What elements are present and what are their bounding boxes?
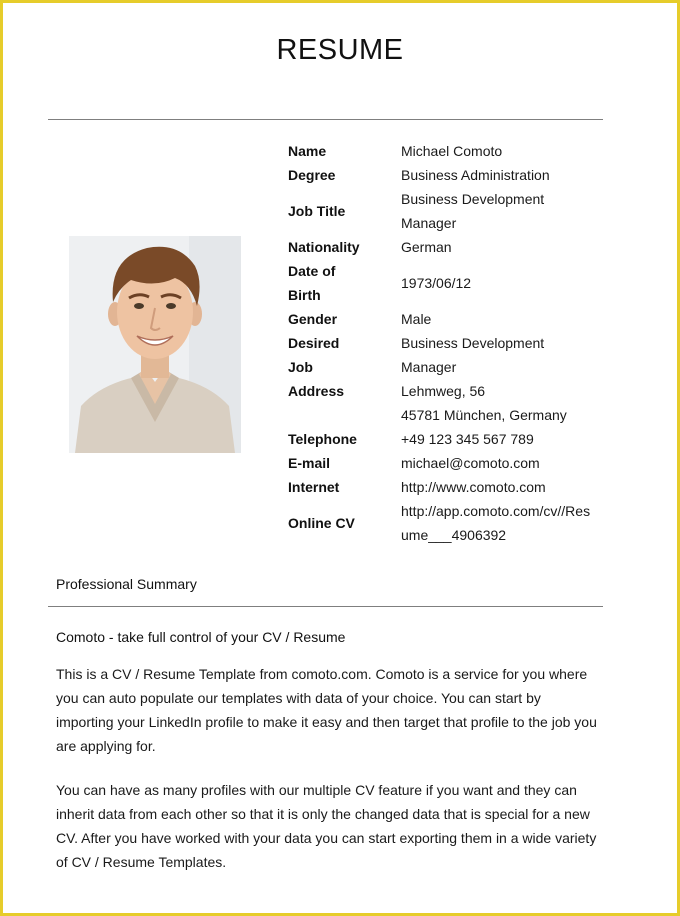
summary-paragraph-1: This is a CV / Resume Template from comoto.com. Comoto is a service for you where you can auto populate our templates with data of your choice. You can start by importing your LinkedIn profile to make it easy and then target that profile to the job you are applying for.	[56, 666, 597, 754]
online-cv-value-line1: http://app.comoto.com/cv//Res	[401, 503, 591, 519]
address-label: Address	[288, 383, 345, 399]
personal-details	[288, 139, 608, 547]
online-cv-value	[401, 499, 608, 547]
online-cv-row	[288, 499, 608, 547]
name-label: Name	[288, 143, 327, 159]
degree-row	[288, 163, 608, 187]
desired-job-label	[288, 331, 401, 379]
dob-label	[288, 259, 401, 307]
top-divider	[48, 119, 603, 120]
dob-value: 1973/06/12	[401, 275, 472, 291]
summary-subtitle: Comoto - take full control of your CV / Resume	[56, 629, 346, 645]
job-title-value	[401, 187, 608, 235]
address-value-line2: 45781 München, Germany	[401, 407, 567, 423]
job-title-value-line2: Manager	[401, 215, 457, 231]
degree-value: Business Administration	[401, 167, 550, 183]
name-row	[288, 139, 608, 163]
summary-heading: Professional Summary	[56, 576, 197, 592]
email-label: E-mail	[288, 455, 331, 471]
telephone-row	[288, 427, 608, 451]
desired-job-label-line1: Desired	[288, 335, 340, 351]
internet-value: http://www.comoto.com	[401, 479, 546, 495]
nationality-label: Nationality	[288, 239, 360, 255]
gender-value: Male	[401, 311, 432, 327]
desired-job-value-line2: Manager	[401, 359, 457, 375]
summary-paragraph-2: You can have as many profiles with our multiple CV feature if you want and they can inherit data from each other so that it is only the changed data that is special for a new CV. After you have worked with your data you can start exporting them in a wide variety of CV / Resume Templates.	[56, 782, 597, 870]
desired-job-value-line1: Business Development	[401, 335, 545, 351]
internet-row	[288, 475, 608, 499]
address-value-line1: Lehmweg, 56	[401, 383, 486, 399]
page-title: RESUME	[276, 34, 404, 66]
dob-label-line2: Birth	[288, 287, 321, 303]
address-row	[288, 379, 608, 427]
job-title-row	[288, 187, 608, 235]
nationality-value: German	[401, 239, 452, 255]
job-title-label: Job Title	[288, 203, 346, 219]
job-title-value-line1: Business Development	[401, 191, 545, 207]
portrait-icon	[69, 236, 241, 453]
dob-row	[288, 259, 608, 307]
summary-divider	[48, 606, 603, 607]
internet-label: Internet	[288, 479, 340, 495]
email-value: michael@comoto.com	[401, 455, 540, 471]
email-row	[288, 451, 608, 475]
desired-job-label-line2: Job	[288, 359, 313, 375]
portrait-photo	[69, 236, 241, 453]
address-value	[401, 379, 608, 427]
name-value: Michael Comoto	[401, 143, 503, 159]
dob-label-line1: Date of	[288, 263, 336, 279]
online-cv-value-line2: ume___4906392	[401, 527, 507, 543]
gender-row	[288, 307, 608, 331]
telephone-value: +49 123 345 567 789	[401, 431, 534, 447]
degree-label: Degree	[288, 167, 336, 183]
desired-job-value	[401, 331, 608, 379]
online-cv-label: Online CV	[288, 515, 355, 531]
desired-job-row	[288, 331, 608, 379]
telephone-label: Telephone	[288, 431, 357, 447]
nationality-row	[288, 235, 608, 259]
gender-label: Gender	[288, 311, 338, 327]
